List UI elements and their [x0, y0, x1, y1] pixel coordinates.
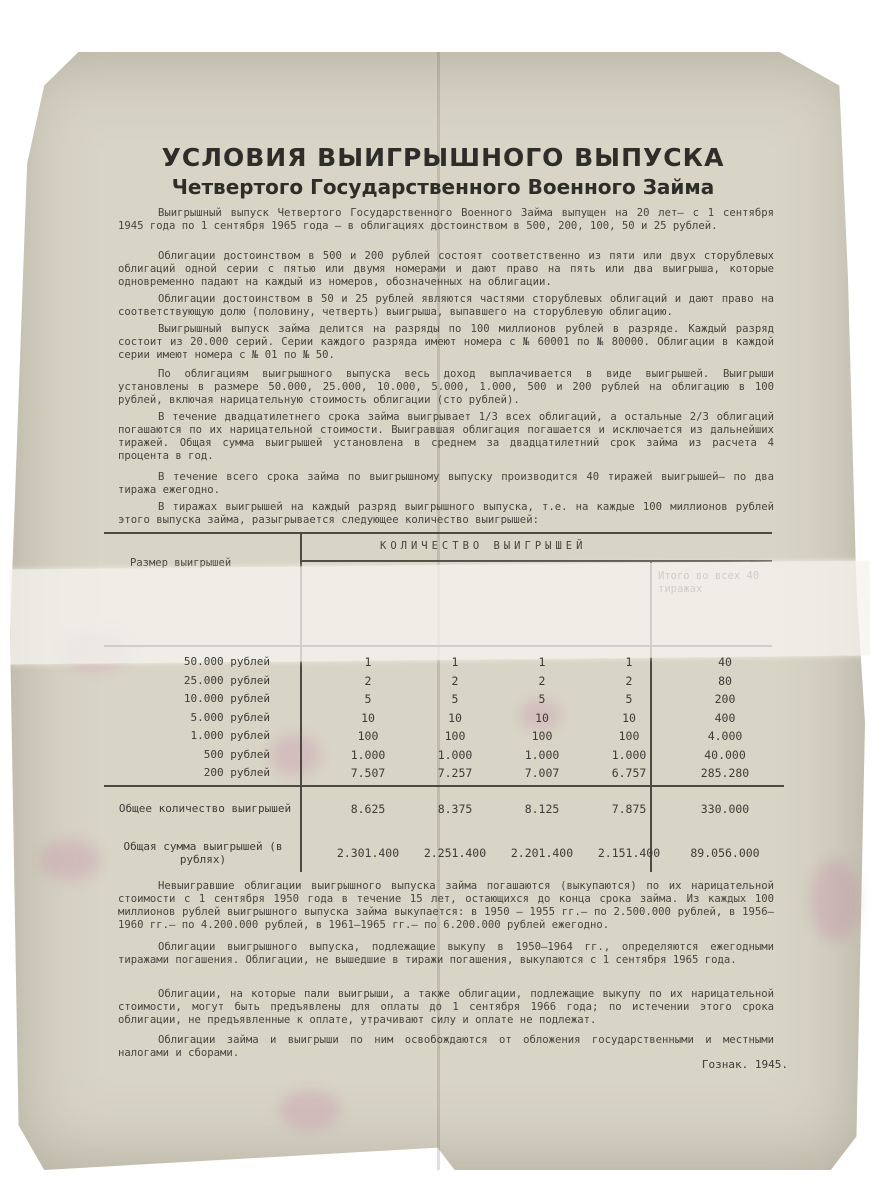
table-cell: 400	[714, 710, 736, 725]
table-cell: 100	[357, 729, 379, 743]
table-rule	[104, 532, 772, 534]
printer-mark: Гознак. 1945.	[701, 1058, 788, 1071]
table-cell: 10	[361, 710, 375, 725]
paragraph: Облигации, на которые пали выигрыши, а также облигации, подлежащие выкупу по их нарицательной стоимости, могут быть предъявлены для оплаты до 1 сентября 1966 года; по истечении этого срока облигации, не предъявленные к оплате, утрачивают силу и оплате не подлежат.	[118, 988, 774, 1026]
table-rule	[104, 785, 784, 787]
summary-label: Общая сумма выигрышей (в рублях)	[123, 840, 283, 866]
table-cell: 5	[364, 692, 372, 706]
row-label: 500 рублей	[203, 747, 270, 761]
paragraph: В течение всего срока займа по выигрышному выпуску производится 40 тиражей выигрышей— по два тиража ежегодно.	[118, 471, 774, 496]
summary-cell: 7.875	[611, 802, 647, 816]
table-cell: 7.007	[524, 766, 560, 780]
table-cell: 1	[451, 655, 459, 669]
table-cell: 5	[625, 692, 633, 706]
summary-cell: 8.375	[437, 802, 473, 816]
table-cell: 6.757	[611, 766, 647, 780]
table-cell: 100	[531, 729, 553, 743]
summary-cell: 89.056.000	[690, 846, 760, 860]
paragraph: В течение двадцатилетнего срока займа выигрывает 1/3 всех облигаций, а остальные 2/3 облигаций погашаются по их нарицательной стоимости. Выигравшая облигация погашается и исключается из дальнейших тиражей. Общая сумма выигрышей установлена в среднем за двадцатилетний срок займа из расчета 4 процента в год.	[118, 411, 774, 462]
row-label: 50.000 рублей	[183, 655, 270, 668]
paragraph: По облигациям выигрышного выпуска весь доход выплачивается в виде выигрышей. Выигрыши установлены в размере 50.000, 25.000, 10.000, 5.000, 1.000, 500 и 200 рублей на облигацию в 100 рублей, включая нарицательную стоимость облигации (сто рублей).	[118, 368, 774, 406]
table-cell: 10	[622, 710, 636, 725]
row-label: 10.000 рублей	[183, 692, 270, 705]
table-cell: 1.000	[611, 747, 647, 762]
table-cell: 1.000	[524, 747, 560, 762]
table-cell: 40	[718, 655, 732, 669]
summary-cell: 2.201.400	[510, 846, 574, 860]
table-cell: 5	[451, 692, 459, 706]
table-cell: 2	[538, 673, 546, 688]
paragraph: Невыигравшие облигации выигрышного выпуска займа погашаются (выкупаются) по их нарицательной стоимости с 1 сентября 1950 года в течение 15 лет, остающихся до конца срока займа. Из каждых 100 миллионов рублей выигрышного выпуска займа выкупается: в 1950 — 1955 гг.— по 2.500.000 рублей, в 1956—1960 гг.— по 4.200.000 рублей, в 1961—1965 гг.— по 6.200.000 рублей ежегодно.	[118, 880, 774, 931]
summary-cell: 8.625	[350, 802, 386, 816]
row-label: 200 рублей	[203, 766, 270, 779]
summary-cell: 2.151.400	[597, 846, 661, 860]
paragraph: Облигации достоинством в 500 и 200 рублей состоят соответственно из пяти или двух сторублевых облигаций одной серии с пятью или двумя номерами и дают право на пять или два выигрыша, которые одновременно падают на каждый из номеров, обозначенных на облигации.	[118, 250, 774, 288]
summary-cell: 330.000	[700, 802, 750, 816]
table-cell: 4.000	[707, 729, 743, 743]
row-label: 1.000 рублей	[190, 729, 270, 742]
stain	[810, 860, 860, 940]
header-size: Размер выигрышей	[130, 557, 232, 569]
paragraph: Облигации достоинством в 50 и 25 рублей являются частями сторублевых облигаций и дают право на соответствующую долю (половину, четверть) выигрыша, выпавшего на сторублевую облигацию.	[118, 293, 774, 318]
table-cell: 285.280	[700, 766, 750, 780]
paragraph: Облигации займа и выигрыши по ним освобождаются от обложения государственными и местными налогами и сборами.	[118, 1034, 774, 1059]
repair-tape	[10, 560, 871, 664]
summary-cell: 2.251.400	[423, 846, 487, 860]
table-cell: 2	[364, 673, 372, 688]
table-cell: 80	[718, 673, 732, 688]
document-title: УСЛОВИЯ ВЫИГРЫШНОГО ВЫПУСКА	[161, 143, 725, 172]
table-cell: 100	[618, 729, 640, 743]
stain	[40, 840, 100, 880]
summary-cell: 8.125	[524, 802, 560, 816]
table-cell: 5	[538, 692, 546, 706]
summary-cell: 2.301.400	[336, 846, 400, 860]
paragraph: В тиражах выигрышей на каждый разряд выигрышного выпуска, т.е. на каждые 100 миллионов рублей этого выпуска займа, разыгрывается следующее количество выигрышей:	[118, 501, 774, 526]
header-group: КОЛИЧЕСТВО ВЫИГРЫШЕЙ	[380, 540, 587, 552]
summary-label: Общее количество выигрышей	[118, 802, 292, 815]
row-label: 25.000 рублей	[183, 673, 270, 687]
table-cell: 1	[625, 655, 633, 669]
table-cell: 1	[538, 655, 546, 669]
paragraph: Выигрышный выпуск займа делится на разряды по 100 миллионов рублей в разряде. Каждый разряд состоит из 20.000 серий. Серии каждого разряда имеют номера с № 60001 по № 80000. Облигации в каждой серии имеют номера с № 01 по № 50.	[118, 323, 774, 361]
table-cell: 7.257	[437, 766, 473, 780]
table-cell: 7.507	[350, 766, 386, 780]
table-cell: 2	[451, 673, 459, 688]
paragraph: Выигрышный выпуск Четвертого Государственного Военного Займа выпущен на 20 лет— с 1 сентября 1945 года по 1 сентября 1965 года — в облигациях достоинством в 500, 200, 100, 50 и 25 рублей.	[118, 207, 774, 232]
paragraph: Облигации выигрышного выпуска, подлежащие выкупу в 1950—1964 гг., определяются ежегодными тиражами погашения. Облигации, не вышедшие в тиражи погашения, выкупаются с 1 сентября 1965 года.	[118, 941, 774, 966]
row-label: 5.000 рублей	[190, 710, 270, 724]
table-cell: 2	[625, 673, 633, 688]
table-cell: 200	[714, 692, 736, 706]
table-cell: 1	[364, 655, 372, 669]
table-cell: 1.000	[350, 747, 386, 762]
stain	[270, 735, 320, 775]
table-cell: 100	[444, 729, 466, 743]
table-cell: 10	[535, 710, 549, 725]
table-cell: 10	[448, 710, 462, 725]
table-cell: 40.000	[704, 747, 746, 762]
table-cell: 1.000	[437, 747, 473, 762]
document-subtitle: Четвертого Государственного Военного Займа	[171, 175, 715, 199]
stain	[280, 1090, 340, 1130]
